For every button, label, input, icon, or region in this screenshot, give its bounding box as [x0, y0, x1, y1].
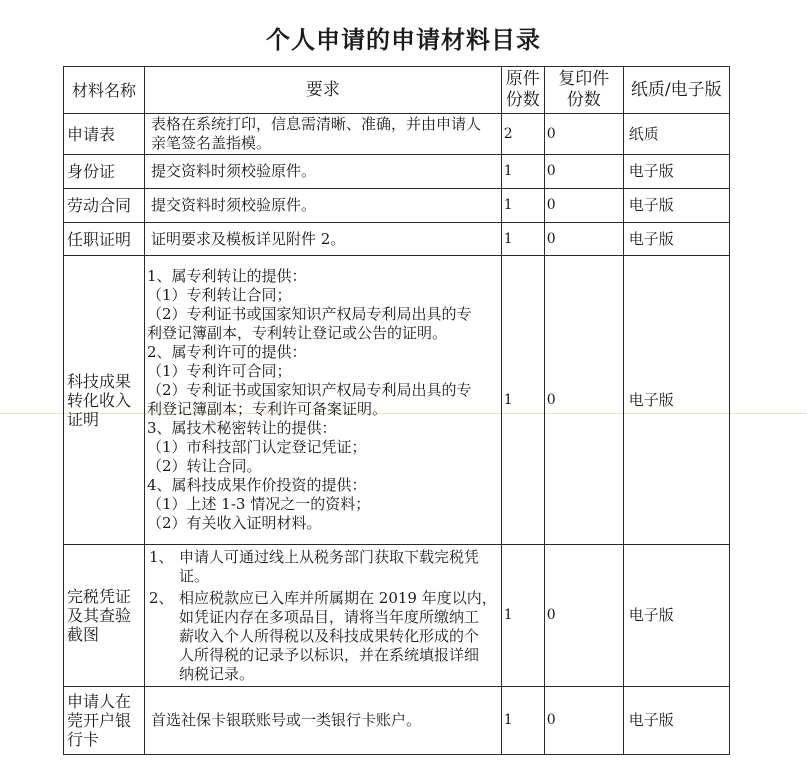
header-copy — [544, 67, 623, 114]
original-count: 1 — [501, 545, 544, 687]
requirement-line: 申请人可通过线上从税务部门获取下载完税凭 — [179, 547, 480, 566]
requirement-line: 人所得税的记录予以标识，并在系统填报详细 — [179, 645, 480, 664]
copy-count: 0 — [544, 223, 623, 256]
requirement-cell — [145, 687, 502, 755]
requirement-line: 薪收入个人所得税以及科技成果转化形成的个 — [179, 626, 480, 645]
table-row — [64, 223, 730, 256]
header-copy-line1: 复印件 — [558, 69, 610, 89]
format-type: 电子版 — [623, 256, 729, 545]
requirement-line: （1）上述 1-3 情况之一的资料； — [147, 495, 371, 513]
table-row — [64, 114, 730, 155]
material-name-line: 行卡 — [67, 730, 100, 749]
requirement-line: 如凭证内存在多项品目，请将当年度所缴纳工 — [179, 607, 480, 626]
original-count: 2 — [501, 114, 544, 155]
format-type: 纸质 — [623, 114, 729, 155]
header-format: 纸质/电子版 — [623, 67, 729, 114]
header-requirement: 要求 — [145, 67, 502, 114]
original-count: 1 — [501, 189, 544, 223]
material-name-line: 身份证 — [67, 162, 116, 181]
requirement-line: 证明要求及模板详见附件 2。 — [151, 229, 346, 248]
original-count: 1 — [501, 223, 544, 256]
original-count: 1 — [501, 687, 544, 755]
copy-count: 0 — [544, 256, 623, 545]
header-name: 材料名称 — [64, 67, 145, 114]
requirement-line: 亲笔签名盖指模。 — [151, 134, 272, 152]
requirement-line: 3、属技术秘密转让的提供： — [147, 419, 337, 437]
requirement-cell — [145, 545, 502, 687]
material-name-line: 科技成果 — [67, 371, 132, 391]
material-name-line: 截图 — [67, 625, 100, 644]
material-name — [64, 545, 145, 687]
item-text — [179, 548, 479, 586]
requirement-line: 表格在系统打印，信息需清晰、准确，并由申请人 — [151, 115, 482, 133]
requirement-cell — [145, 114, 502, 155]
material-name-line: 劳动合同 — [67, 196, 132, 215]
requirement-line: 证。 — [179, 566, 210, 585]
copy-count: 0 — [544, 155, 623, 189]
copy-count: 0 — [544, 687, 623, 755]
table-row — [64, 256, 730, 545]
requirement-line: 1、属专利转让的提供： — [147, 267, 307, 285]
material-name — [64, 189, 145, 223]
requirement-cell — [145, 189, 502, 223]
item-number: 2、 — [149, 588, 174, 607]
copy-count: 0 — [544, 545, 623, 687]
material-name-line: 莞开户银 — [67, 711, 132, 730]
material-name — [64, 223, 145, 256]
header-original-line1: 原件 — [505, 69, 540, 89]
requirement-line: （1）专利许可合同； — [147, 362, 292, 380]
header-row — [64, 67, 730, 114]
material-name-line: 申请表 — [67, 124, 116, 144]
format-type: 电子版 — [623, 189, 729, 223]
material-name-line: 及其查验 — [67, 606, 132, 625]
requirement-item — [149, 589, 497, 684]
requirement-line: 提交资料时须校验原件。 — [151, 162, 317, 180]
material-name — [64, 155, 145, 189]
header-original-line2: 份数 — [505, 90, 540, 110]
item-text — [179, 589, 497, 684]
material-name-line: 证明 — [67, 409, 100, 429]
requirement-line: （2）专利证书或国家知识产权局专利局出具的专 — [147, 381, 472, 399]
requirement-line: 首选社保卡银联账号或一类银行卡账户。 — [151, 711, 422, 729]
requirement-line: （2）专利证书或国家知识产权局专利局出具的专 — [147, 305, 472, 323]
item-number: 1、 — [149, 547, 174, 566]
material-name-line: 申请人在 — [67, 692, 132, 711]
material-name-line: 完税凭证 — [67, 587, 132, 606]
page-title: 个人申请的申请材料目录 — [266, 25, 541, 54]
requirement-line: 利登记簿副本；专利许可备案证明。 — [147, 400, 388, 418]
format-type: 电子版 — [623, 687, 729, 755]
original-count: 1 — [501, 155, 544, 189]
header-copy-line2: 份数 — [566, 90, 601, 110]
material-name — [64, 114, 145, 155]
requirement-cell — [145, 155, 502, 189]
material-name-line: 任职证明 — [67, 229, 132, 249]
materials-table — [63, 66, 730, 755]
requirement-line: 利登记簿副本，专利转让登记或公告的证明。 — [147, 324, 448, 342]
requirement-line: （1）专利转让合同； — [147, 286, 292, 304]
copy-count: 0 — [544, 114, 623, 155]
table-row — [64, 189, 730, 223]
requirement-line: 相应税款应已入库并所属期在 2019 年度以内， — [179, 588, 497, 607]
format-type: 电子版 — [623, 545, 729, 687]
table-row — [64, 545, 730, 687]
requirement-item — [149, 548, 497, 586]
table-row — [64, 687, 730, 755]
requirement-line: （2）转让合同。 — [147, 457, 262, 475]
material-name-line: 转化收入 — [67, 390, 132, 410]
material-name — [64, 256, 145, 545]
copy-count: 0 — [544, 189, 623, 223]
requirement-line: 提交资料时须校验原件。 — [151, 196, 317, 214]
requirement-cell — [145, 256, 502, 545]
requirement-line: （1）市科技部门认定登记凭证； — [147, 438, 367, 456]
table-row — [64, 155, 730, 189]
header-original — [501, 67, 544, 114]
requirement-line: 2、属专利许可的提供： — [147, 343, 307, 361]
requirement-line: 纳税记录。 — [179, 664, 255, 683]
requirement-line: （2）有关收入证明材料。 — [147, 514, 322, 532]
material-name — [64, 687, 145, 755]
requirement-cell — [145, 223, 502, 256]
original-count: 1 — [501, 256, 544, 545]
format-type: 电子版 — [623, 223, 729, 256]
requirement-line: 4、属科技成果作价投资的提供： — [147, 476, 367, 494]
format-type: 电子版 — [623, 155, 729, 189]
